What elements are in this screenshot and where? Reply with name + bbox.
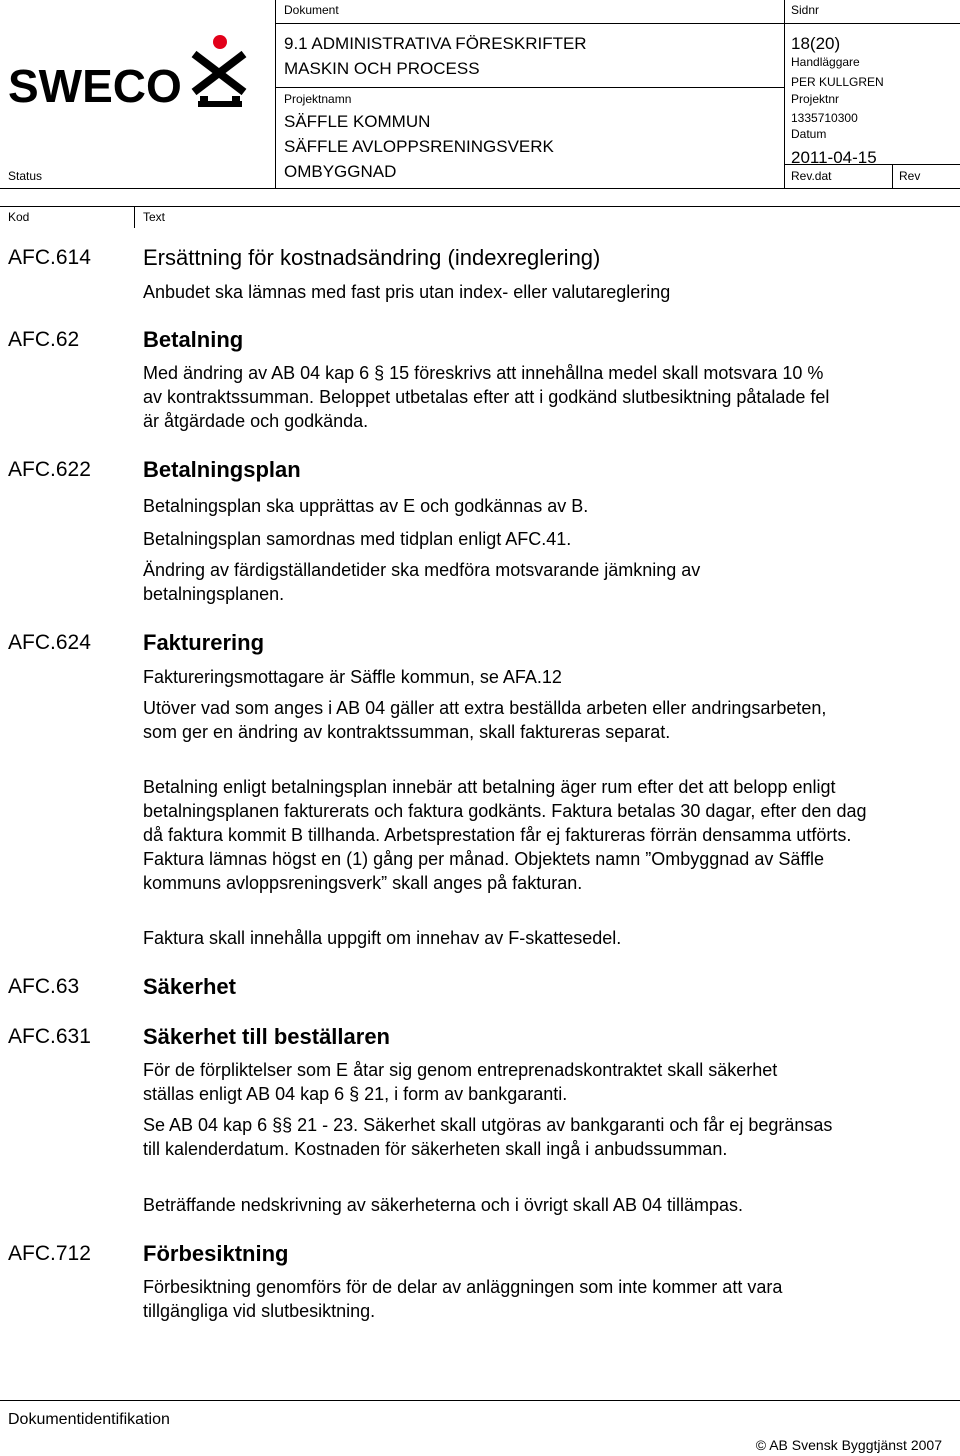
document-label: Dokument [284, 3, 339, 17]
copyright-notice: © AB Svensk Byggtjänst 2007 [755, 1437, 942, 1453]
section-paragraph: För de förpliktelser som E åtar sig genom entreprenadskontraktet skall säkerhet ställas enligt AB 04 kap 6 § 21, i form av bankgaranti. [143, 1060, 778, 1104]
projektnamn-line-2: SÄFFLE AVLOPPSRENINGSVERK [284, 137, 554, 156]
rev-label: Rev [899, 169, 921, 183]
section-code: AFC.62 [8, 328, 80, 351]
projektnamn-label: Projektnamn [284, 92, 352, 106]
document-title-line-1: 9.1 ADMINISTRATIVA FÖRESKRIFTER [284, 34, 587, 53]
sidnr-value: 18(20) [791, 34, 841, 53]
section-code: AFC.712 [8, 1242, 91, 1265]
section-heading: Betalning [143, 327, 244, 352]
status-label: Status [8, 169, 43, 183]
sidnr-label: Sidnr [791, 3, 820, 17]
section-paragraph: Betalningsplan ska upprättas av E och godkännas av B. [143, 496, 589, 516]
section-paragraph: Beträffande nedskrivning av säkerheterna och i övrigt skall AB 04 tillämpas. [143, 1195, 743, 1215]
datum-value: 2011-04-15 [791, 148, 877, 167]
section-code: AFC.624 [8, 631, 91, 654]
section-paragraph: Förbesiktning genomförs för de delar av anläggningen som inte kommer att vara tillgängliga vid slutbesiktning. [143, 1277, 783, 1321]
section-paragraph: Faktura skall innehålla uppgift om innehav av F-skattesedel. [143, 928, 622, 948]
document-title-line-2: MASKIN OCH PROCESS [284, 59, 480, 78]
logo-wordmark: SWECO [8, 60, 182, 110]
section-heading: Betalningsplan [143, 457, 301, 482]
section-paragraph: Se AB 04 kap 6 §§ 21 - 23. Säkerhet skall utgöras av bankgaranti och får ej begränsas till kalenderdatum. Kostnaden för säkerheten skall ingå i anbudssumman. [143, 1115, 833, 1159]
section-code: AFC.622 [8, 458, 91, 481]
section-code: AFC.614 [8, 246, 91, 269]
section-paragraph: Utöver vad som anges i AB 04 gäller att extra beställda arbeten eller andringsarbeten, som ger en ändring av kontraktssumman, skall faktureras separat. [143, 698, 827, 742]
section-paragraph: Med ändring av AB 04 kap 6 § 15 föreskrivs att innehållna medel skall motsvara 10 % av kontraktssumman. Beloppet utbetalas efter att i godkänd slutbesiktning påtalade fel är åtgärdade och godkända. [143, 363, 830, 431]
sweco-logo [8, 30, 248, 110]
text-column-label: Text [143, 210, 166, 224]
section-heading: Fakturering [143, 630, 265, 655]
handlaggare-value: PER KULLGREN [791, 75, 884, 89]
section-heading: Ersättning för kostnadsändring (indexreglering) [143, 245, 601, 270]
section-paragraph: Anbudet ska lämnas med fast pris utan index- eller valutareglering [143, 282, 671, 302]
section-paragraph: Ändring av färdigställandetider ska medföra motsvarande jämkning av betalningsplanen. [143, 560, 701, 604]
section-heading: Säkerhet till beställaren [143, 1024, 390, 1049]
projektnr-label: Projektnr [791, 92, 840, 106]
section-heading: Säkerhet [143, 974, 236, 999]
projektnamn-line-1: SÄFFLE KOMMUN [284, 112, 431, 131]
section-code: AFC.631 [8, 1025, 91, 1048]
handlaggare-label: Handläggare [791, 55, 860, 69]
section-heading: Förbesiktning [143, 1241, 289, 1266]
section-paragraph: Betalning enligt betalningsplan innebär att betalning äger rum efter det att belopp enligt betalningsplanen fakturerats och faktura godkänts. Faktura betalas 30 dagar, efter den dag då faktura kommit B tillhanda. Arbetsprestation får ej faktureras förrän densamma utförts. Faktura lämnas högst en (1) gång per månad. Objektets namn ”Ombyggnad av Säffle kommuns avloppsreningsverk” skall anges på fakturan. [143, 777, 867, 893]
sweco-logo-icon [8, 30, 248, 110]
datum-label: Datum [791, 127, 827, 141]
projektnamn-line-3: OMBYGGNAD [284, 162, 397, 181]
section-paragraph: Betalningsplan samordnas med tidplan enligt AFC.41. [143, 529, 572, 549]
kod-column-label: Kod [8, 210, 30, 224]
section-paragraph: Faktureringsmottagare är Säffle kommun, se AFA.12 [143, 667, 562, 687]
revdat-label: Rev.dat [791, 169, 832, 183]
projektnr-value: 1335710300 [791, 111, 858, 125]
section-code: AFC.63 [8, 975, 80, 998]
document-identification-label: Dokumentidentifikation [8, 1411, 170, 1428]
